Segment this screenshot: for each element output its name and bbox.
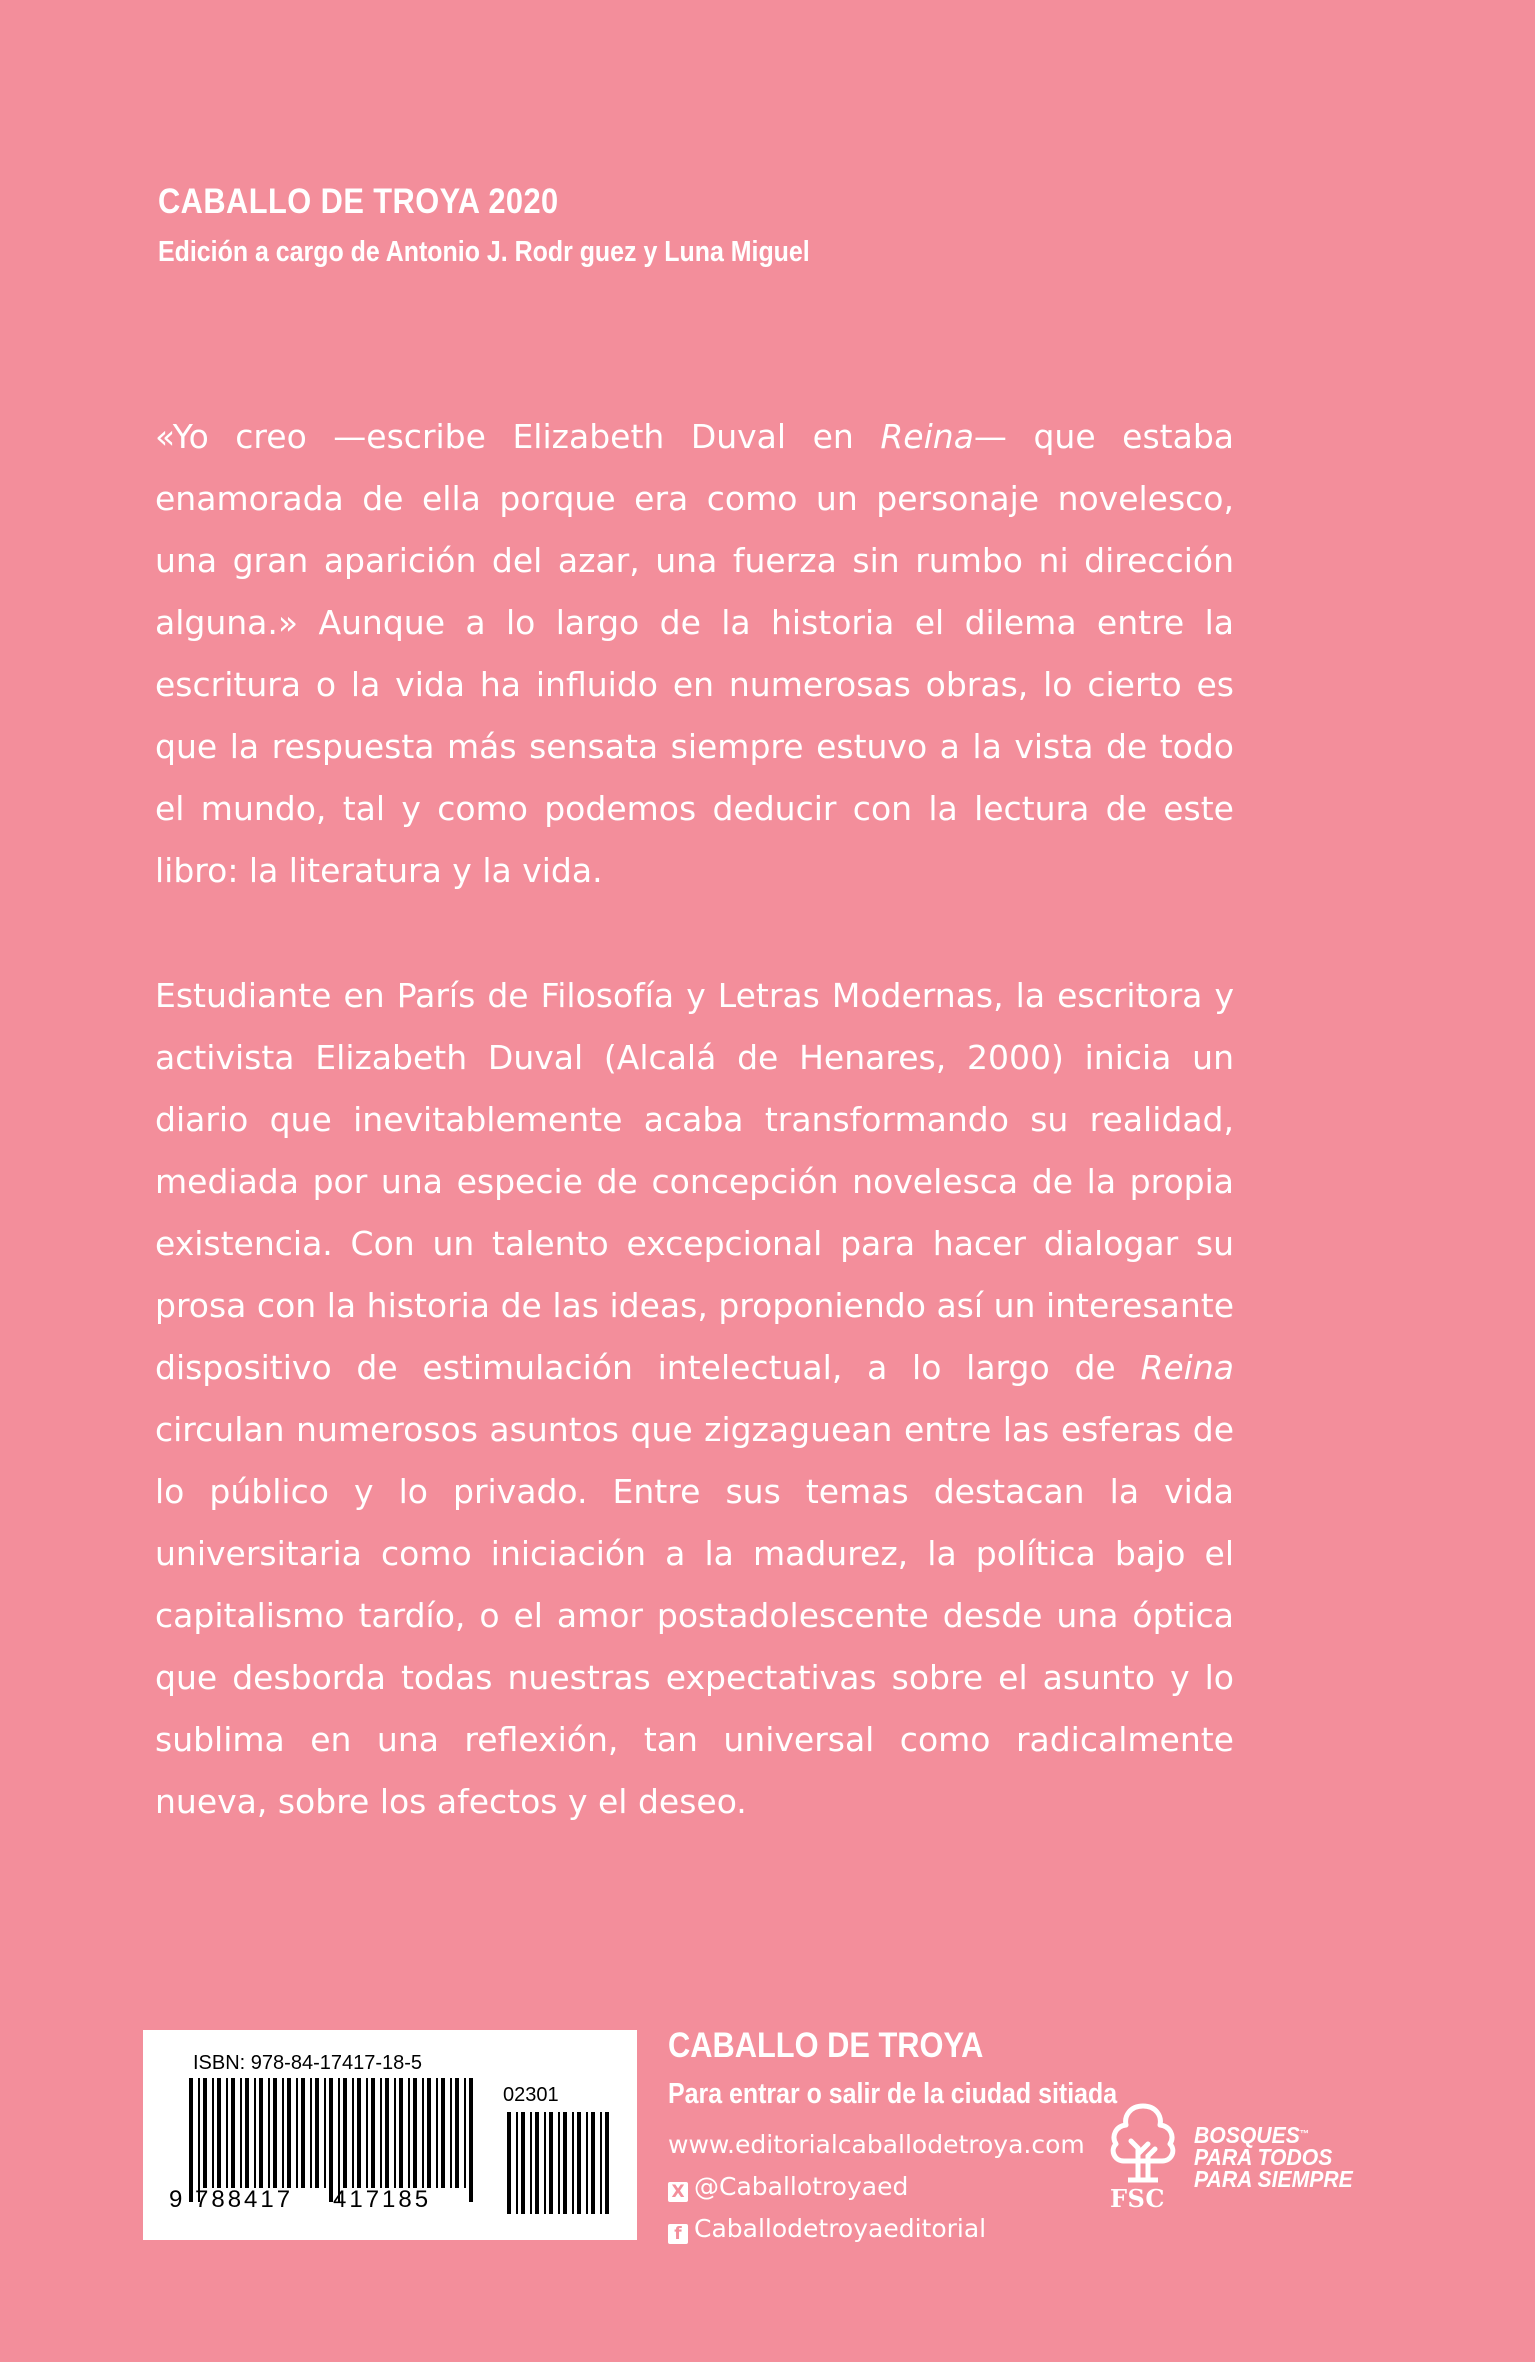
ean-right-digits: 417185	[333, 2186, 432, 2213]
barcode-bar	[240, 2078, 242, 2188]
barcode-bar	[315, 2078, 319, 2188]
barcode-bar	[507, 2112, 511, 2214]
barcode-bar	[296, 2078, 298, 2188]
barcode-bar	[226, 2078, 228, 2188]
barcode-bar	[366, 2078, 368, 2188]
barcode-bar	[301, 2078, 305, 2188]
barcode-bar	[394, 2078, 396, 2188]
facebook-logo-icon: f	[668, 2224, 688, 2244]
ean-first-digit: 9	[169, 2186, 183, 2213]
barcode-bar	[521, 2112, 525, 2214]
publisher-slogan: Para entrar o salir de la ciudad sitiada	[668, 2078, 1118, 2110]
barcode-bar	[600, 2112, 602, 2214]
fsc-tree-icon	[1098, 2098, 1188, 2188]
x-handle: @Caballotroyaed	[694, 2172, 909, 2201]
barcode-bar	[605, 2112, 609, 2214]
barcode-bar	[324, 2078, 326, 2188]
fsc-slogan-line-2: PARA TODOS	[1194, 2144, 1333, 2170]
barcode-bar	[558, 2112, 560, 2214]
barcode-bar	[591, 2112, 595, 2214]
x-logo-icon: X	[668, 2182, 688, 2202]
barcode-bar	[287, 2078, 291, 2188]
barcode-bar	[268, 2078, 270, 2188]
blurb-p1-text-b: — que estaba enamorada de ella porque era como un personaje novelesco, una gran aparición del azar, una fuerza sin rumbo ni dirección alguna.» Aunque a lo largo de la historia el dilema entre la escritura o la vida ha influido en numerosas obras, lo cierto es que la respuesta más sensata siempre estuvo a la vista de todo el mundo, tal y como podemos deducir con la lectura de este libro: la literatura y la vida.	[155, 417, 1234, 890]
barcode-bar	[422, 2078, 424, 2188]
barcode-bar	[245, 2078, 249, 2188]
blurb-paragraph-2	[155, 965, 1234, 1833]
barcode-bar	[254, 2078, 256, 2188]
barcode-bar	[469, 2078, 473, 2202]
barcode-bar	[544, 2112, 546, 2214]
fsc-slogan	[1194, 2124, 1353, 2190]
barcode-bar	[231, 2078, 235, 2188]
barcode-bar	[455, 2078, 459, 2188]
barcode-bar	[189, 2078, 193, 2202]
barcode-bar	[464, 2078, 466, 2188]
ean-left-digits: 788417	[195, 2186, 294, 2213]
blurb-p1-book-title: Reina	[880, 417, 974, 456]
barcode-bar	[310, 2078, 312, 2188]
barcode-bar	[450, 2078, 452, 2188]
blurb-p2-text-a: Estudiante en París de Filosofía y Letras Modernas, la escritora y activista Elizabeth Duval (Alcalá de Henares, 2000) inicia un diario que inevitablemente acaba transformando su realidad, mediada por una especie de concepción novelesca de la propia existencia. Con un talento excepcional para hacer dialogar su prosa con la historia de las ideas, proponiendo así un interesante dispositivo de estimulación intelectual, a lo largo de	[155, 976, 1234, 1387]
barcode-bar	[357, 2078, 361, 2188]
barcode-bar	[549, 2112, 553, 2214]
barcode-bar	[380, 2078, 382, 2188]
fsc-slogan-line-3: PARA SIEMPRE	[1194, 2166, 1353, 2192]
barcode-bar	[563, 2112, 567, 2214]
barcode-bar	[516, 2112, 518, 2214]
barcode-bar	[338, 2078, 340, 2202]
blurb-p2-text-b: circulan numerosos asuntos que zigzaguean entre las esferas de lo público y lo privado. Entre sus temas destacan la vida universitaria como iniciación a la madurez, la política bajo el capitalismo tardío, o el amor postadolescente desde una óptica que desborda todas nuestras expectativas sobre el asunto y lo sublima en una reflexión, tan universal como radicalmente nueva, sobre los afectos y el deseo.	[155, 1410, 1234, 1821]
barcode-bar	[212, 2078, 214, 2188]
barcode-bar	[572, 2112, 574, 2214]
fsc-label: FSC	[1110, 2184, 1165, 2213]
fsc-certification	[1098, 2098, 1398, 2238]
blurb-paragraph-1	[155, 406, 1234, 902]
barcode-bar	[352, 2078, 354, 2188]
barcode-bar	[427, 2078, 431, 2188]
editors-credit: Edición a cargo de Antonio J. Rodr guez y Luna Miguel	[158, 236, 810, 268]
barcode-bar	[535, 2112, 539, 2214]
facebook-handle: Caballodetroyaeditorial	[694, 2214, 987, 2243]
barcode-bar	[385, 2078, 389, 2188]
barcode-bar	[577, 2112, 581, 2214]
barcode-bar	[198, 2078, 200, 2202]
blurb-p1-text-a: «Yo creo —escribe Elizabeth Duval en	[155, 417, 881, 456]
barcode-bar	[399, 2078, 403, 2188]
barcode-bar	[436, 2078, 438, 2188]
barcode-label	[143, 2030, 637, 2240]
barcode-addon-code: 02301	[503, 2084, 559, 2106]
series-title: CABALLO DE TROYA 2020	[158, 182, 559, 221]
publisher-name: CABALLO DE TROYA	[668, 2026, 984, 2065]
barcode-bar	[408, 2078, 410, 2188]
isbn-number: ISBN: 978-84-17417-18-5	[193, 2052, 423, 2074]
barcode-bar	[203, 2078, 207, 2188]
fsc-slogan-line-1: BOSQUES™	[1194, 2122, 1310, 2148]
blurb-p2-book-title: Reina	[1140, 1348, 1234, 1387]
barcode-bar	[441, 2078, 445, 2188]
barcode-bar	[259, 2078, 263, 2188]
barcode-bar	[329, 2078, 333, 2202]
barcode-bar	[413, 2078, 417, 2188]
header	[158, 180, 916, 270]
barcode-bar	[586, 2112, 588, 2214]
barcode-bar	[371, 2078, 375, 2188]
website-link[interactable]: www.editorialcaballodetroya.com	[668, 2130, 1085, 2159]
barcode-bar	[217, 2078, 221, 2188]
barcode-bar	[530, 2112, 532, 2214]
barcode-bar	[282, 2078, 284, 2188]
barcode-bar	[273, 2078, 277, 2188]
barcode-bar	[343, 2078, 347, 2188]
